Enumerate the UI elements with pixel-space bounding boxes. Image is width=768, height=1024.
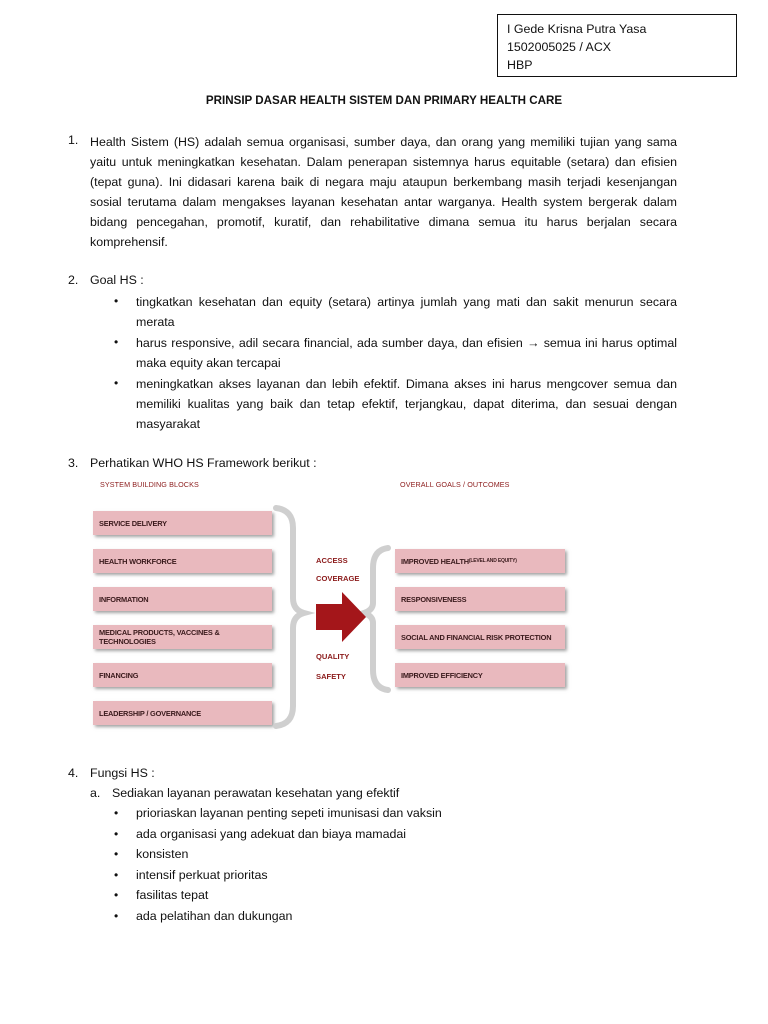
bullet-icon: • — [114, 376, 119, 390]
outcome-improved-efficiency: IMPROVED EFFICIENCY — [395, 663, 565, 687]
goal-line: merata — [136, 315, 175, 329]
section-1-number: 1. — [68, 133, 79, 147]
section-3-number: 3. — [68, 456, 79, 470]
block-service-delivery: SERVICE DELIVERY — [93, 511, 272, 535]
bullet-icon: • — [114, 294, 119, 308]
section-4-heading: Fungsi HS : — [90, 766, 155, 780]
sub-item-letter: a. — [90, 786, 101, 800]
author-name: I Gede Krisna Putra Yasa — [507, 22, 647, 36]
function-item: prioriaskan layanan penting sepeti imunisasi dan vaksin — [136, 806, 442, 820]
paragraph-line: (tepat guna). Ini didasari karena baik di negara maju ataupun berkembang masih terjadi kesenjangan — [90, 175, 677, 189]
paragraph-line: yaitu untuk meningkatkan kesehatan. Dalam penerapan sistemnya harus equitable (setara) dan efisien — [90, 155, 677, 169]
outcome-responsiveness: RESPONSIVENESS — [395, 587, 565, 611]
right-brace-icon — [364, 548, 388, 690]
outcome-risk-protection: SOCIAL AND FINANCIAL RISK PROTECTION — [395, 625, 565, 649]
paragraph-line: bidang pencegahan, promotif, kuratif, dan rehabilitative dimana semua itu harus berjalan secara — [90, 215, 677, 229]
left-brace-icon — [276, 508, 304, 726]
document-title: PRINSIP DASAR HEALTH SISTEM DAN PRIMARY HEALTH CARE — [205, 94, 563, 107]
outcome-main-text: IMPROVED HEALTH — [401, 556, 469, 566]
goal-line: harus responsive, adil secara financial, ada sumber daya, dan efisien → semua ini harus optimal — [136, 336, 677, 350]
block-leadership-governance: LEADERSHIP / GOVERNANCE — [93, 701, 272, 725]
paragraph-line: komprehensif. — [90, 235, 168, 249]
section-1-paragraph — [90, 132, 677, 252]
safety-label: SAFETY — [316, 672, 346, 681]
function-item: ada organisasi yang adekuat dan biaya mamadai — [136, 827, 407, 841]
bullet-icon: • — [114, 847, 119, 861]
outcome-qualifier: (LEVEL AND EQUITY) — [468, 558, 517, 564]
building-blocks-header: SYSTEM BUILDING BLOCKS — [100, 480, 199, 489]
section-2-number: 2. — [68, 273, 79, 287]
goal-line: meningkatkan akses layanan dan lebih efektif. Dimana akses ini harus mengcover semua dan — [136, 377, 677, 391]
goal-line: memiliki kualitas yang baik dan tetap efektif, terjangkau, dapat diterima, dan sesuai dengan — [136, 397, 677, 411]
bullet-icon: • — [114, 827, 119, 841]
function-item: intensif perkuat prioritas — [136, 868, 268, 882]
course-code: HBP — [507, 58, 533, 72]
block-health-workforce: HEALTH WORKFORCE — [93, 549, 272, 573]
function-item: ada pelatihan dan dukungan — [136, 909, 293, 923]
bullet-icon: • — [114, 335, 119, 349]
bullet-icon: • — [114, 909, 119, 923]
bullet-icon: • — [114, 806, 119, 820]
block-medical-products: MEDICAL PRODUCTS, VACCINES & TECHNOLOGIES — [93, 625, 272, 649]
goal-line: tingkatkan kesehatan dan equity (setara) artinya jumlah yang mati dan sakit menurun secara — [136, 295, 677, 309]
goal-item-2 — [136, 333, 677, 373]
goal-line: maka equity akan tercapai — [136, 356, 281, 370]
goal-item-1 — [136, 292, 677, 332]
coverage-label: COVERAGE — [316, 574, 360, 583]
function-item: konsisten — [136, 847, 189, 861]
author-info-box — [497, 14, 737, 77]
access-label: ACCESS — [316, 556, 348, 565]
quality-label: QUALITY — [316, 652, 350, 661]
block-information: INFORMATION — [93, 587, 272, 611]
goal-item-3 — [136, 374, 677, 434]
bullet-icon: • — [114, 888, 119, 902]
sub-item-heading: Sediakan layanan perawatan kesehatan yang efektif — [112, 786, 400, 800]
paragraph-line: sosial terutama dalam mengakses layanan kesehatan antar warganya. Health system bergerak dalam — [90, 195, 677, 209]
paragraph-line: Health Sistem (HS) adalah semua organisasi, sumber daya, dan orang yang memiliki tujian yang sama — [90, 135, 677, 149]
section-2-heading: Goal HS : — [90, 273, 144, 287]
who-hs-framework-diagram — [90, 478, 578, 730]
goal-line: masyarakat — [136, 417, 201, 431]
outcome-improved-health — [395, 549, 565, 573]
arrow-right-icon — [316, 592, 366, 642]
section-4-number: 4. — [68, 766, 79, 780]
function-item: fasilitas tepat — [136, 888, 209, 902]
author-id: 1502005025 / ACX — [507, 40, 612, 54]
block-financing: FINANCING — [93, 663, 272, 687]
section-3-heading: Perhatikan WHO HS Framework berikut : — [90, 456, 317, 470]
outcomes-header: OVERALL GOALS / OUTCOMES — [400, 480, 510, 489]
bullet-icon: • — [114, 868, 119, 882]
